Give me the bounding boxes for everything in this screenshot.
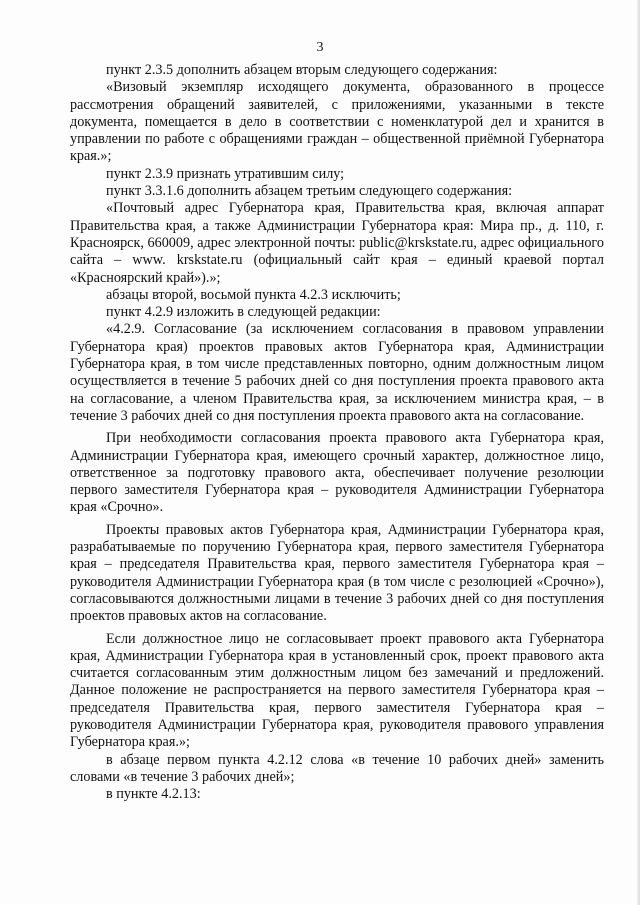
paragraph-6: абзацы второй, восьмой пункта 4.2.3 исключить; (106, 286, 401, 303)
paragraph-7: пункт 4.2.9 изложить в следующей редакции: (106, 304, 381, 321)
paragraph-4: пункт 3.3.1.6 дополнить абзацем третьим следующего содержания: (106, 183, 513, 200)
paragraph-1: пункт 2.3.5 дополнить абзацем вторым следующего содержания: (106, 62, 498, 78)
paragraph-10: Проекты правовых актов Губернатора края, Администрации Губернатора края, разрабатываемые по поручению Губернатора края, первого заместителя Губернатора края – председателя Правительства края, первого заместителя Губернатора края – руководителя Администрации Губернатора края (в том числе с резолюцией «Срочно»), согласовываются должностными лицами в течение 3 рабочих дней со дня поступления проектов правовых актов на согласование. (70, 521, 604, 625)
paragraph-11: Если должностное лицо не согласовывает проект правового акта Губернатора края, Администрации Губернатора края в установленный срок, проект правового акта считается согласованным этим должностным лицом без замечаний и предложений. Данное положение не распространяется на первого заместителя Губернатора края – председателя Правительства края, первого заместителя Губернатора края – руководителя Администрации Губернатора края, руководителя правового управления Губернатора края.»; (70, 630, 604, 751)
page-number: 3 (316, 40, 324, 55)
paragraph-13: в пункте 4.2.13: (106, 786, 201, 803)
paragraph-2: «Визовый экземпляр исходящего документа, образованного в процессе рассмотрения обращений заявителей, с приложениями, указанными в тексте документа, помещается в дело в соответствии с номенклатурой дел и хранится в управлении по работе с обращениями граждан – общественной приёмной Губернатора края.»; (70, 79, 604, 165)
paragraph-12: в абзаце первом пункта 4.2.12 слова «в течение 10 рабочих дней» заменить словами «в течение 3 рабочих дней»; (70, 751, 604, 785)
paragraph-9: При необходимости согласования проекта правового акта Губернатора края, Администрации Губернатора края, имеющего срочный характер, должностное лицо, ответственное за подготовку правового акта, обеспечивает получение резолюции первого заместителя Губернатора края – руководителя Администрации Губернатора края «Срочно». (70, 430, 604, 516)
paragraph-3: пункт 2.3.9 признать утратившим силу; (106, 165, 345, 182)
paragraph-5: «Почтовый адрес Губернатора края, Правительства края, включая аппарат Правительства края, а также Администрации Губернатора края: Мира пр., д. 110, г. Красноярск, 660009, адрес электронной почты: public@krskstate.ru, адрес официального сайта – www. krskstate.ru (официальный сайт края – единый краевой портал «Красноярский край»).»; (70, 200, 604, 286)
document-body (70, 62, 604, 803)
paragraph-8: «4.2.9. Согласование (за исключением согласования в правовом управлении Губернатора края) проектов правовых актов Губернатора края, Администрации Губернатора края, в том числе представленных повторно, одним должностным лицом осуществляется в течение 5 рабочих дней со дня поступления проекта правового акта на согласование, а членом Правительства края, за исключением министра края, – в течение 3 рабочих дней со дня поступления проекта правового акта на согласование. (70, 321, 604, 424)
